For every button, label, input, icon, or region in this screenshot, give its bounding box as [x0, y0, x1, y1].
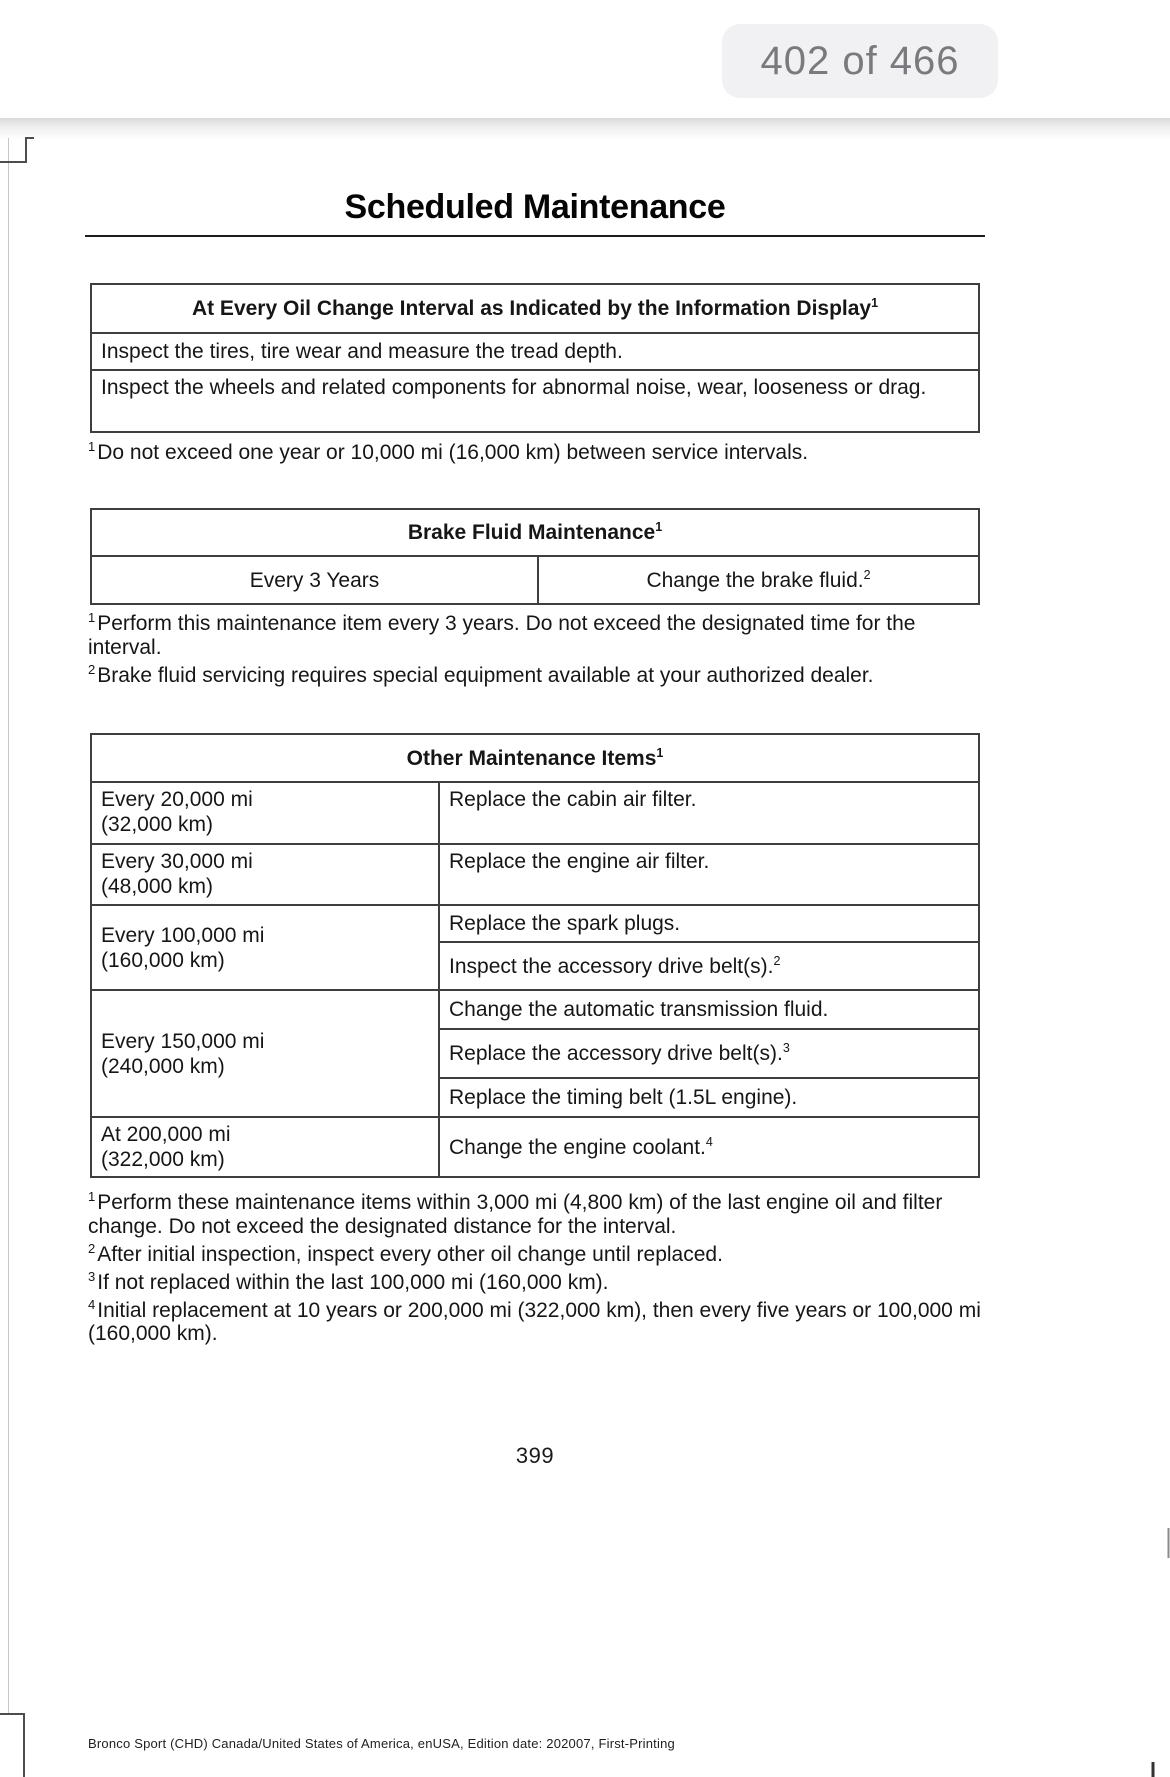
table-row — [91, 844, 979, 905]
footnote-marker: 2 — [88, 1240, 96, 1256]
table-row — [91, 782, 979, 844]
table-header-row — [91, 509, 979, 556]
footnote: $^1$Perform this maintenance item every 3 years. Do not exceed the designated time for the interval. — [88, 610, 916, 659]
footnote-marker: 3 — [782, 1041, 790, 1055]
title-rule — [85, 235, 985, 237]
maintenance-item-cell: Inspect the accessory drive belt(s).$^2$ — [439, 942, 979, 990]
brake-fluid-table — [90, 508, 980, 605]
document-page — [0, 140, 1170, 1777]
footnote-marker: 1 — [656, 745, 664, 760]
footnote: $^1$Perform these maintenance items within 3,000 mi (4,800 km) of the last engine oil and filter change. Do not exceed the designated distance for the interval. — [88, 1189, 943, 1238]
oil-change-table — [90, 283, 980, 433]
maintenance-item-cell: Inspect the wheels and related components for abnormal noise, wear, looseness or drag. — [91, 370, 979, 432]
page-indicator-label: 402 of 466 — [760, 38, 960, 83]
footnote: $^4$Initial replacement at 10 years or 200,000 mi (322,000 km), then every five years or 100,000 mi (160,000 km). — [88, 1296, 981, 1345]
maintenance-item-cell: Replace the spark plugs. — [439, 905, 979, 942]
footnote-marker: 4 — [88, 1296, 96, 1312]
maintenance-item-cell: Change the engine coolant.$^4$ — [439, 1117, 979, 1177]
maintenance-item-cell: Replace the engine air filter. — [439, 844, 979, 905]
footnote: $^1$Do not exceed one year or 10,000 mi (16,000 km) between service intervals. — [88, 439, 809, 464]
footnote-marker: 1 — [871, 296, 879, 310]
maintenance-item-cell: Change the automatic transmission fluid. — [439, 990, 979, 1029]
brake-table-footnotes — [88, 612, 985, 692]
table-row — [91, 370, 979, 432]
table-header-row — [91, 284, 979, 333]
interval-cell: Every 30,000 mi (48,000 km) — [91, 844, 439, 905]
footnote-marker: 2 — [88, 661, 96, 677]
footnote-marker: 3 — [88, 1268, 96, 1284]
table-row — [91, 333, 979, 370]
oil-table-footnotes — [88, 441, 985, 469]
footnote: $^3$If not replaced within the last 100,000 mi (160,000 km). — [88, 1268, 609, 1294]
interval-cell: Every 3 Years — [91, 556, 538, 604]
footnote-marker: 1 — [88, 439, 96, 454]
printed-page-number: 399 — [515, 1443, 555, 1468]
page-title: Scheduled Maintenance — [344, 188, 726, 226]
footnote: $^2$After initial inspection, inspect every other oil change until replaced. — [88, 1240, 723, 1266]
table-row — [91, 1117, 979, 1177]
maintenance-item-cell: Inspect the tires, tire wear and measure the tread depth. — [91, 333, 979, 370]
other-table-footnotes — [88, 1191, 985, 1350]
footnote-marker: 4 — [705, 1134, 713, 1149]
table-row — [91, 556, 979, 604]
table-row — [91, 905, 979, 942]
other-maintenance-table — [90, 733, 980, 1178]
toolbar-shadow — [0, 118, 1170, 140]
interval-cell: At 200,000 mi (322,000 km) — [91, 1117, 439, 1177]
footnote-marker: 1 — [88, 1189, 96, 1204]
maintenance-item-cell: Replace the accessory drive belt(s).$^3$ — [439, 1029, 979, 1078]
brake-table-header: Brake Fluid Maintenance$^1$ — [91, 509, 979, 556]
table-row — [91, 990, 979, 1029]
document-footer-line: Bronco Sport (CHD) Canada/United States of America, enUSA, Edition date: 202007, First-Printing — [88, 1736, 675, 1751]
footnote-marker: 2 — [863, 567, 871, 582]
interval-cell: Every 150,000 mi (240,000 km) — [91, 990, 439, 1117]
interval-cell: Every 100,000 mi (160,000 km) — [91, 905, 439, 990]
footnote-marker: 1 — [88, 610, 96, 625]
oil-table-header: At Every Oil Change Interval as Indicated by the Information Display$^1$ — [91, 284, 979, 333]
page-indicator-pill[interactable] — [722, 24, 998, 98]
footnote-marker: 1 — [655, 520, 663, 534]
maintenance-item-cell: Replace the cabin air filter. — [439, 782, 979, 844]
maintenance-item-cell: Replace the timing belt (1.5L engine). — [439, 1078, 979, 1117]
table-header-row — [91, 734, 979, 782]
maintenance-item-cell: Change the brake fluid.$^2$ — [538, 556, 979, 604]
interval-cell: Every 20,000 mi (32,000 km) — [91, 782, 439, 844]
other-table-header: Other Maintenance Items$^1$ — [91, 734, 979, 782]
footnote-marker: 2 — [773, 953, 781, 968]
footnote: $^2$Brake fluid servicing requires special equipment available at your authorized dealer. — [88, 661, 874, 687]
